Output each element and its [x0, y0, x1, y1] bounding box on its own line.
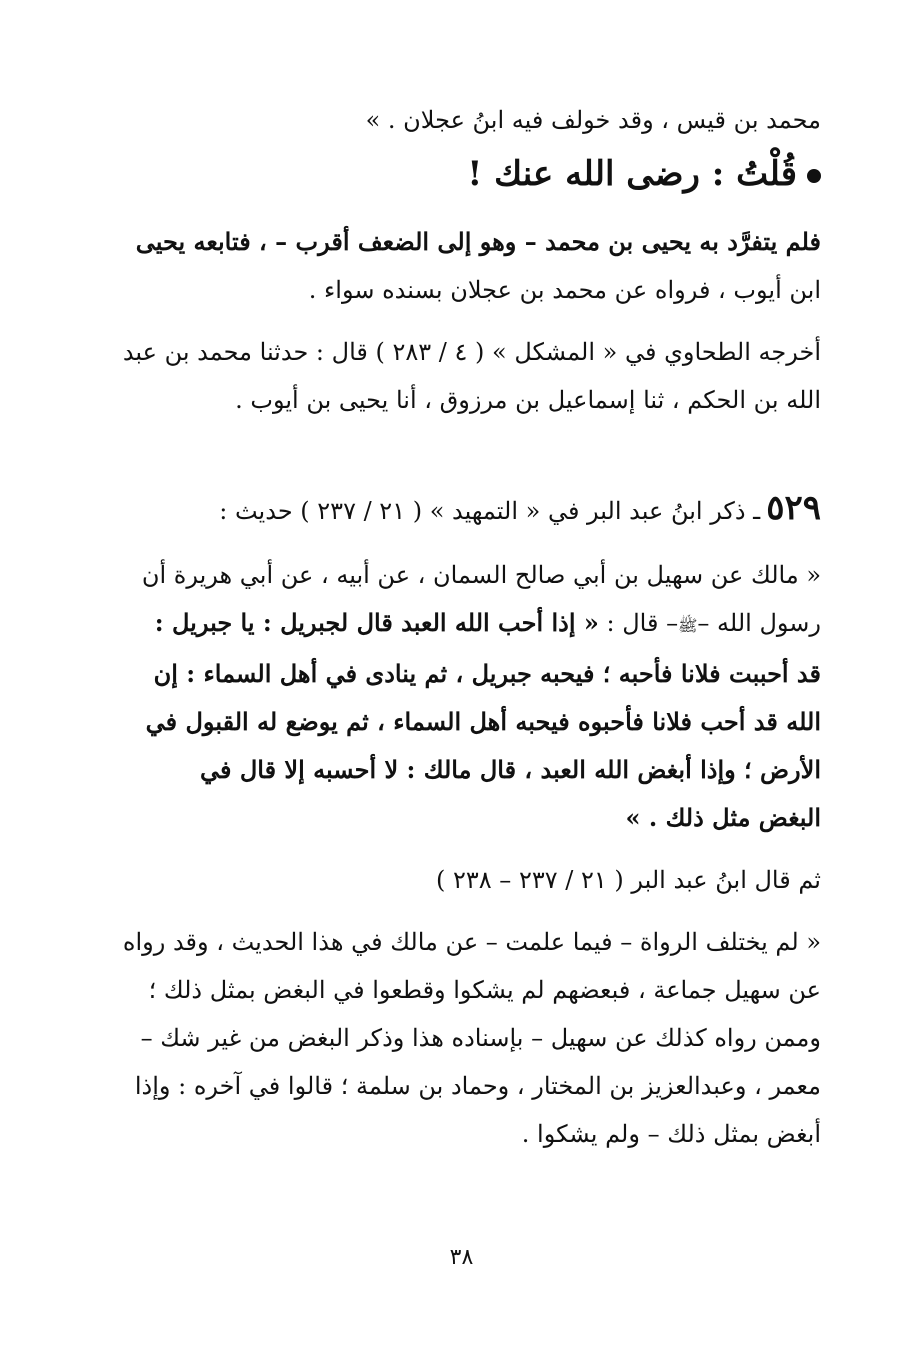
text-fragment: – قال : — [606, 609, 679, 637]
text-line: أخرجه الطحاوي في « المشكل » ( ٤ / ٢٨٣ ) قال : حدثنا محمد بن عبد — [122, 338, 821, 366]
then-said — [109, 856, 821, 904]
text-line: فلم يتفرَّد به يحيى بن محمد – وهو إلى الضعف أقرب – ، فتابعه يحيى — [135, 227, 821, 256]
hadith-text — [109, 551, 821, 842]
text-line: الله قد أحب فلانا فأحبوه فيحبه أهل السماء ، ثم يوضع له القبول في — [145, 707, 821, 736]
entry-heading — [109, 482, 821, 537]
qult-heading — [109, 144, 821, 204]
paragraph-takhrij — [109, 328, 821, 424]
text-line: ثم قال ابنُ عبد البر ( ٢١ / ٢٣٧ – ٢٣٨ ) — [436, 866, 821, 894]
qult-heading-text: قُلْتُ : رضى الله عنك ! — [467, 154, 797, 194]
entry-heading-text: ـ ذكر ابنُ عبد البر في « التمهيد » ( ٢١ / ٢٣٧ ) حديث : — [219, 497, 761, 525]
text-line: قد أحببت فلانا فأحبه ؛ فيحبه جبريل ، ثم ينادى في أهل السماء : إن — [153, 659, 821, 688]
text-line — [109, 599, 821, 650]
salawat-glyph: ﷺ — [678, 616, 698, 635]
text-line: معمر ، وعبدالعزيز بن المختار ، وحماد بن سلمة ؛ قالوا في آخره : وإذا — [134, 1072, 821, 1100]
text-fragment: رسول الله – — [697, 609, 821, 637]
paragraph-follow-up — [109, 218, 821, 314]
ibn-abd-al-barr-quote — [109, 918, 821, 1158]
text-line: أبغض بمثل ذلك – ولم يشكوا . — [521, 1120, 821, 1148]
page-body — [109, 96, 821, 1158]
bullet-icon — [807, 169, 821, 183]
text-line: الأرض ؛ وإذا أبغض الله العبد ، قال مالك : لا أحسبه إلا قال في — [200, 755, 821, 784]
text-line: « لم يختلف الرواة – فيما علمت – عن مالك في هذا الحديث ، وقد رواه — [122, 928, 821, 956]
text-line: ابن أيوب ، فرواه عن محمد بن عجلان بسنده سواء . — [308, 276, 821, 304]
entry-number: ٥٢٩ — [766, 488, 821, 528]
text-line: الله بن الحكم ، ثنا إسماعيل بن مرزوق ، أنا يحيى بن أيوب . — [235, 386, 821, 414]
text-line: البغض مثل ذلك . » — [625, 803, 821, 832]
page-number: ٣٨ — [449, 1245, 474, 1270]
intro-line: محمد بن قيس ، وقد خولف فيه ابنُ عجلان . » — [365, 106, 821, 134]
text-line: « مالك عن سهيل بن أبي صالح السمان ، عن أبيه ، عن أبي هريرة أن — [141, 561, 821, 589]
text-fragment: « إذا أحب الله العبد قال لجبريل : يا جبريل : — [154, 608, 599, 637]
text-line: عن سهيل جماعة ، فبعضهم لم يشكوا وقطعوا في البغض بمثل ذلك ؛ — [148, 976, 821, 1004]
text-line: وممن رواه كذلك عن سهيل – بإسناده هذا وذكر البغض من غير شك – — [140, 1024, 821, 1052]
